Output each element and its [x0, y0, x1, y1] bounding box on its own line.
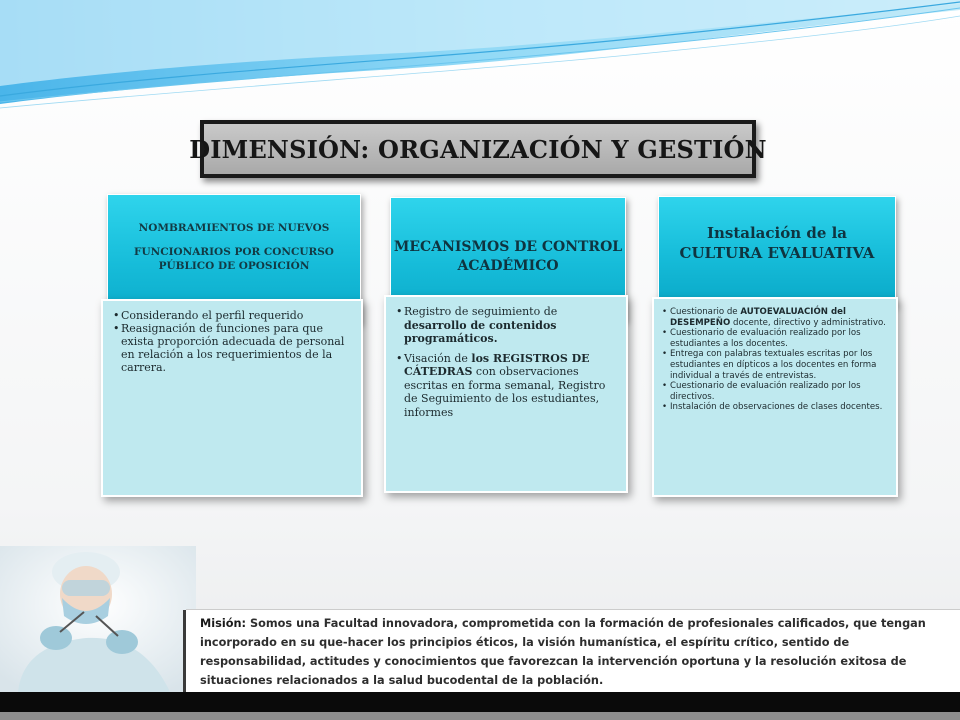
item-text: con observaciones escritas en forma semanal, Registro de Seguimiento de los estudiantes, informes — [404, 365, 606, 419]
column-header-line: FUNCIONARIOS POR CONCURSO PÚBLICO DE OPOSICIÓN — [134, 246, 334, 272]
bullet-list — [113, 309, 353, 374]
list-item: • Instalación de observaciones de clases docentes. — [662, 402, 888, 413]
dentist-photo — [0, 546, 196, 692]
list-item: • Considerando el perfil requerido — [113, 309, 353, 322]
list-item — [396, 305, 616, 346]
list-item: • Cuestionario de evaluación realizado por los directivos. — [662, 381, 888, 402]
column-body-nombramientos — [101, 299, 363, 497]
item-bold-text: los REGISTROS DE CÁTEDRAS — [404, 351, 590, 378]
bottom-grey-strip — [0, 712, 960, 720]
item-text: Visación de — [404, 351, 472, 365]
item-text: Cuestionario de — [670, 307, 741, 317]
list-item — [396, 352, 616, 420]
list-item: • Reasignación de funciones para que exista proporción adecuada de personal en relación a los requerimientos de la carrera. — [113, 322, 353, 374]
header-wave-decoration — [0, 0, 960, 120]
column-header-cultura-evaluativa — [658, 196, 896, 306]
item-text: Registro de seguimiento de — [404, 305, 558, 318]
column-body-cultura-evaluativa — [652, 297, 898, 497]
column-header-line: CULTURA EVALUATIVA — [679, 244, 875, 262]
dimension-title-box — [189, 120, 767, 178]
bullet-list — [662, 307, 888, 413]
list-item: • Entrega con palabras textuales escritas por los estudiantes en dípticos a los docentes en forma individual a través de entrevistas. — [662, 349, 888, 381]
mision-statement — [186, 610, 960, 692]
bottom-bar — [0, 692, 960, 720]
column-header-line: NOMBRAMIENTOS DE NUEVOS — [138, 222, 330, 234]
column-header-line: Instalación de la — [706, 224, 848, 242]
item-bold-text: desarrollo de contenidos programáticos. — [404, 318, 557, 345]
bullet-list — [396, 305, 616, 419]
item-text: docente, directivo y administrativo. — [730, 317, 886, 328]
list-item — [662, 307, 888, 328]
item-bold-text: AUTOEVALUACIÓN del DESEMPEÑO — [670, 307, 846, 328]
column-body-mecanismos — [384, 295, 628, 493]
dimension-title: DIMENSIÓN: ORGANIZACIÓN Y GESTIÓN — [189, 134, 767, 164]
column-header-line: MECANISMOS DE CONTROL ACADÉMICO — [393, 239, 623, 274]
mision-text: Somos una Facultad innovadora, comprometida con la formación de profesionales calificados, que tengan incorporado en su que-hacer los principios éticos, la visión humanística, el espíritu crítico, sentido de responsabilidad, actitudes y conocimientos que favorezcan la intervención oportuna y la resolución exitosa de situaciones relacionados a la salud bucodental de la población. — [200, 617, 926, 687]
list-item: • Cuestionario de evaluación realizado por los estudiantes a los docentes. — [662, 328, 888, 349]
mision-label: Misión: — [200, 617, 247, 630]
dentist-illustration-icon — [0, 546, 196, 692]
